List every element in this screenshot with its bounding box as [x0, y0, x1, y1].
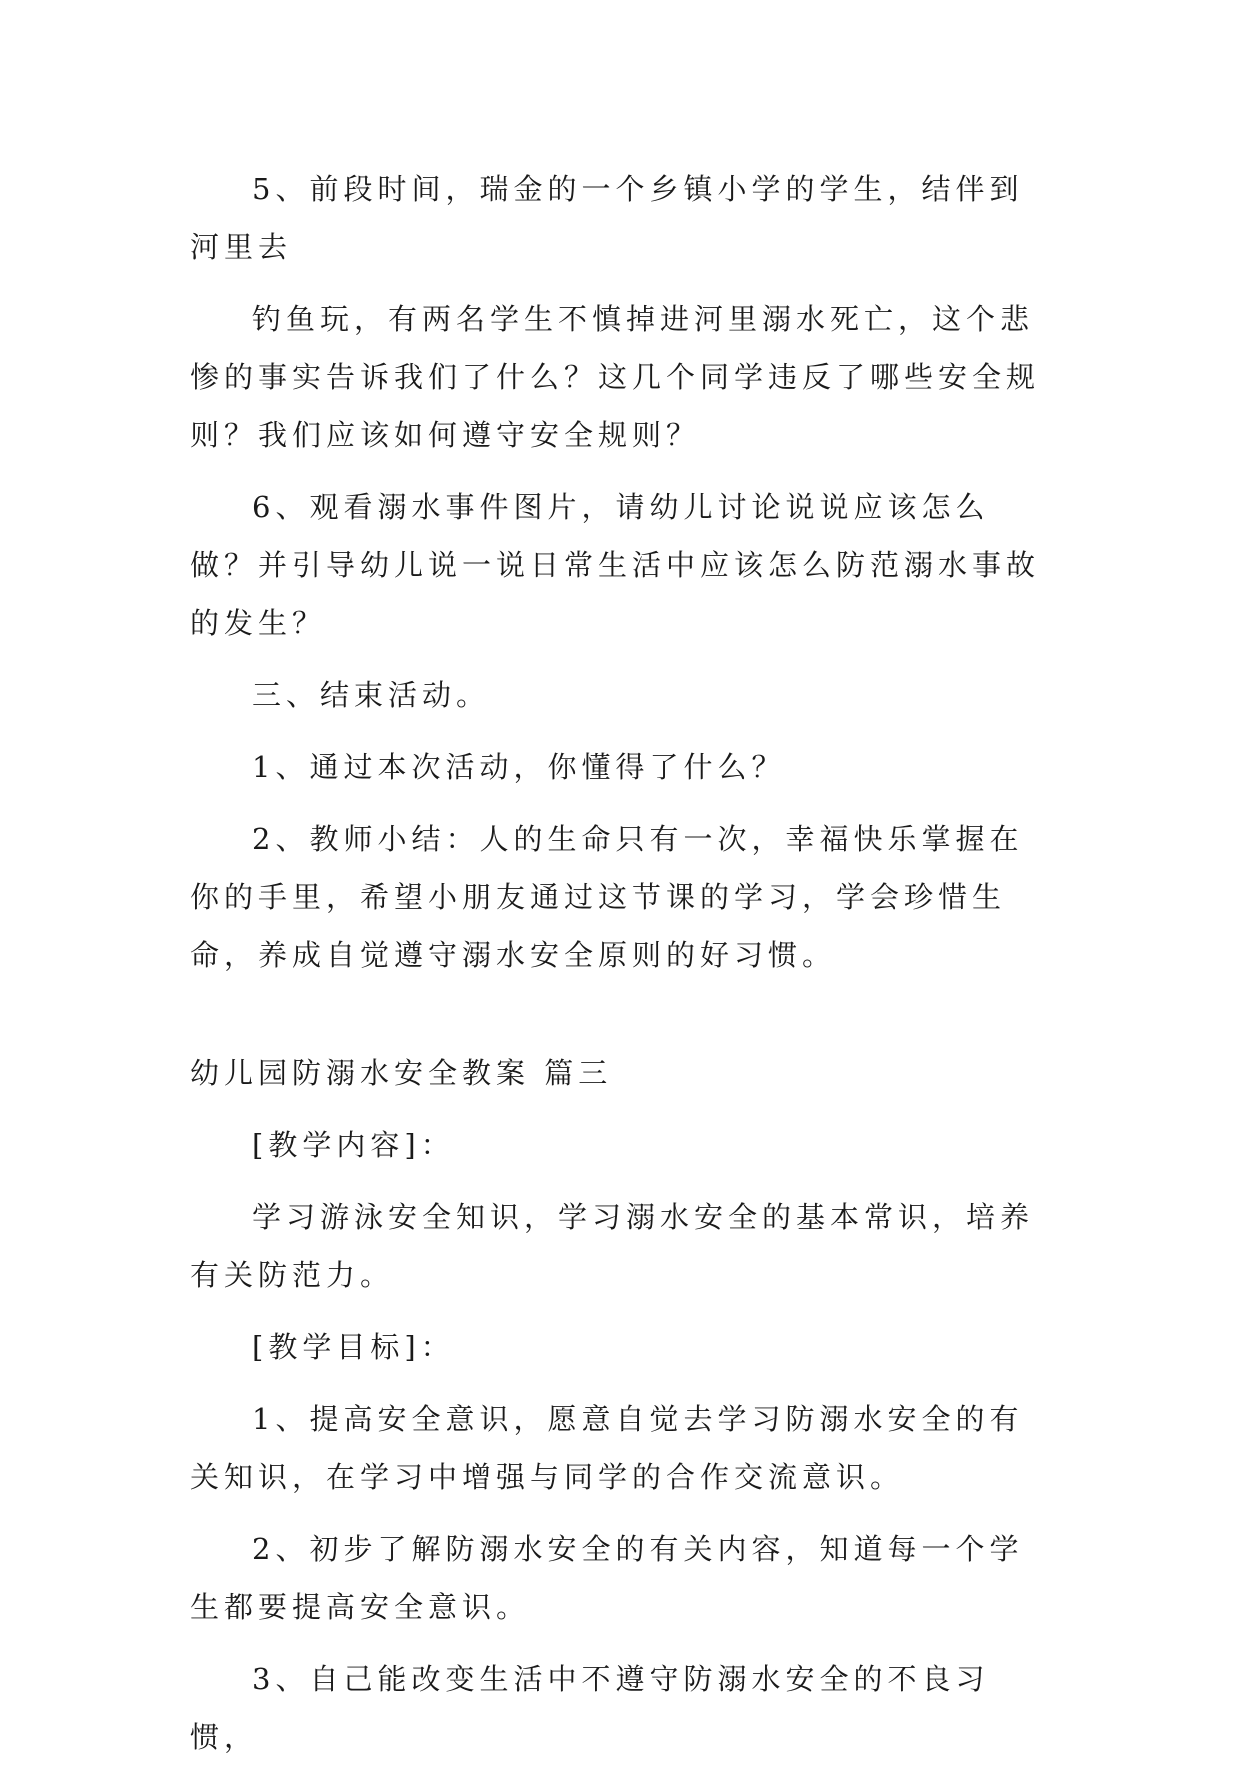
paragraph-goal-2: 2、初步了解防溺水安全的有关内容，知道每一个学生都要提高安全意识。	[190, 1532, 1024, 1624]
paragraph-teaching-content-label: [教学内容]：	[252, 1128, 455, 1162]
section-title: 幼儿园防溺水安全教案 篇三	[190, 1056, 613, 1090]
document-body	[190, 160, 1050, 1766]
paragraph-end-item-1: 1、通过本次活动，你懂得了什么？	[252, 750, 786, 784]
paragraph-item-5: 5、前段时间，瑞金的一个乡镇小学的学生，结伴到河里去	[190, 172, 1024, 264]
paragraph-teacher-summary: 2、教师小结：人的生命只有一次，幸福快乐掌握在你的手里，希望小朋友通过这节课的学习，学会珍惜生命，养成自觉遵守溺水安全原则的好习惯。	[190, 822, 1024, 972]
paragraph-item-6: 6、观看溺水事件图片，请幼儿讨论说说应该怎么做？并引导幼儿说一说日常生活中应该怎么防范溺水事故的发生？	[190, 490, 1041, 640]
paragraph-teaching-goals-label: [教学目标]：	[252, 1330, 455, 1364]
paragraph-goal-1: 1、提高安全意识，愿意自觉去学习防溺水安全的有关知识，在学习中增强与同学的合作交流意识。	[190, 1402, 1024, 1494]
paragraph-goal-3: 3、自己能改变生活中不遵守防溺水安全的不良习惯，	[190, 1662, 990, 1754]
paragraph-end-activity: 三、结束活动。	[252, 678, 491, 712]
paragraph-teaching-content: 学习游泳安全知识，学习溺水安全的基本常识，培养有关防范力。	[190, 1200, 1035, 1292]
paragraph-fishing-accident: 钓鱼玩，有两名学生不慎掉进河里溺水死亡，这个悲惨的事实告诉我们了什么？这几个同学违反了哪些安全规则？我们应该如何遵守安全规则？	[190, 302, 1041, 452]
